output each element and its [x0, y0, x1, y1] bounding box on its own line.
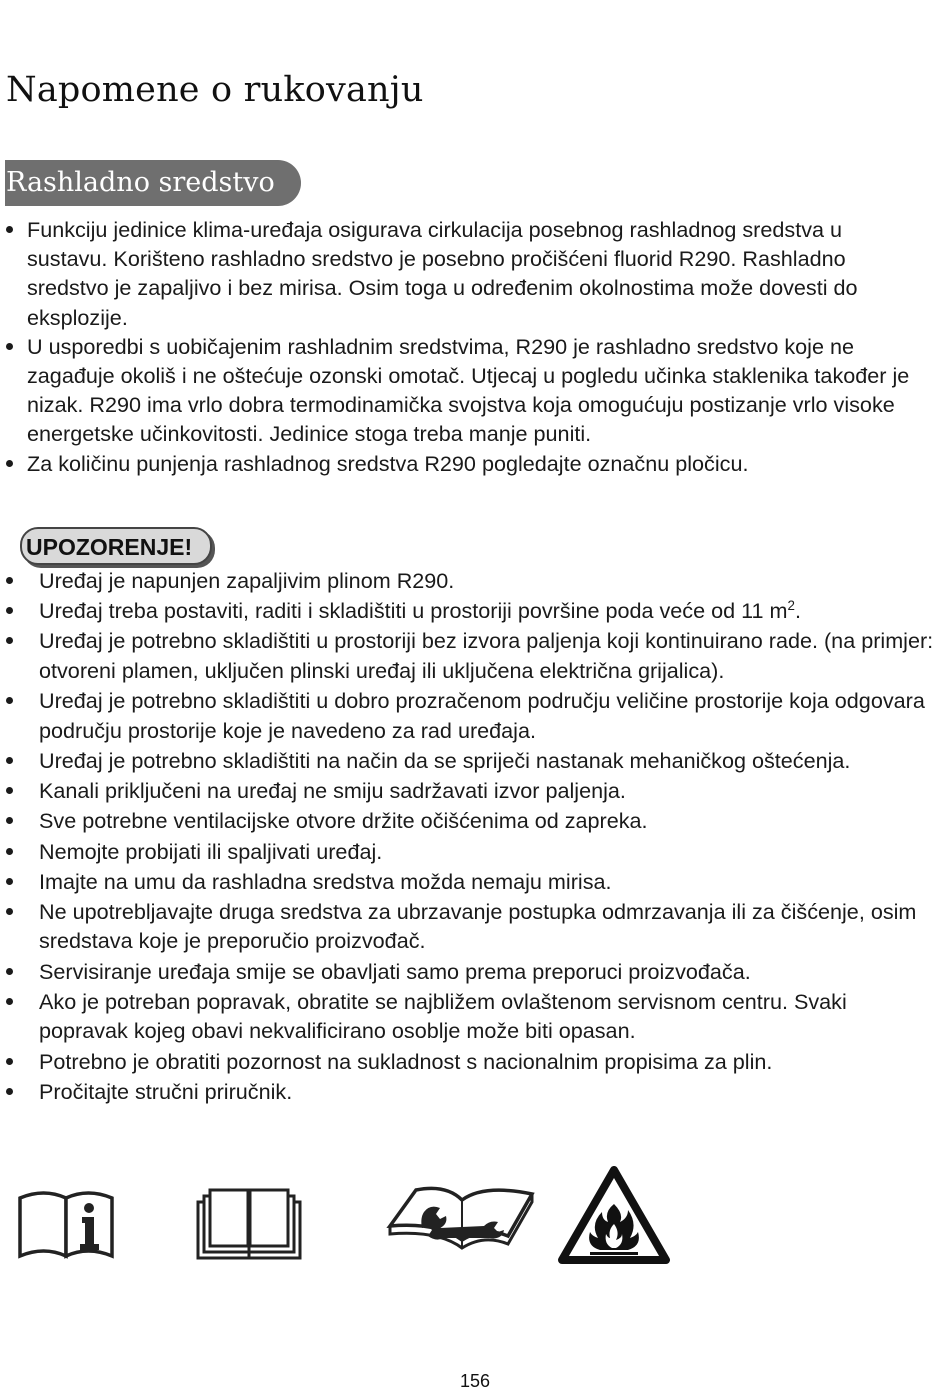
list-item: Ako je potreban popravak, obratite se najbližem ovlaštenom servisnom centru. Svaki popravak kojeg obavi nekvalificirano osoblje može biti opasan.	[0, 987, 940, 1046]
list-item: Uređaj je potrebno skladištiti na način da se spriječi nastanak mehaničkog oštećenja.	[0, 746, 940, 776]
bullet-icon	[6, 998, 13, 1005]
refrigerant-list	[0, 215, 920, 478]
list-item: Servisiranje uređaja smije se obavljati samo prema preporuci proizvođača.	[0, 957, 940, 987]
page-title: Napomene o rukovanju	[6, 70, 424, 110]
list-item: Pročitajte stručni priručnik.	[0, 1077, 940, 1107]
list-item: Nemojte probijati ili spaljivati uređaj.	[0, 837, 940, 867]
bullet-icon	[6, 607, 13, 614]
page-number: 156	[459, 1371, 491, 1391]
bullet-icon	[6, 343, 13, 350]
bullet-icon	[6, 908, 13, 915]
section-title: Rashladno sredstvo	[6, 167, 275, 198]
list-item: Sve potrebne ventilacijske otvore držite očišćenima od zapreka.	[0, 806, 940, 836]
manual-read-icon	[196, 1186, 302, 1260]
bullet-icon	[6, 577, 13, 584]
manual-info-icon	[16, 1186, 116, 1260]
warning-label: UPOZORENJE!	[26, 534, 193, 560]
service-manual-icon	[386, 1186, 536, 1260]
list-item: Funkciju jedinice klima-uređaja osigurava cirkulacija posebnog rashladnog sredstva u sustavu. Korišteno rashladno sredstvo je posebno pročišćeni fluorid R290. Rashladno sredstvo je zapaljivo i bez mirisa. Osim toga u određenim okolnostima može dovesti do eksplozije.	[0, 215, 920, 332]
list-item: Ne upotrebljavajte druga sredstva za ubrzavanje postupka odmrzavanja ili za čišćenje, osim sredstava koje je preporučio proizvođač.	[0, 897, 940, 956]
bullet-icon	[6, 637, 13, 644]
bullet-icon	[6, 757, 13, 764]
list-item: Imajte na umu da rashladna sredstva možda nemaju mirisa.	[0, 867, 940, 897]
flammable-warning-icon	[558, 1166, 670, 1264]
bullet-icon	[6, 878, 13, 885]
list-item: Uređaj je potrebno skladištiti u prostoriji bez izvora paljenja koji kontinuirano rade. (na primjer: otvoreni plamen, uključen plinski uređaj ili uključena električna grijalica).	[0, 626, 940, 685]
area-superscript: 2	[787, 598, 795, 613]
list-item: Za količinu punjenja rashladnog sredstva R290 pogledajte označnu pločicu.	[0, 449, 920, 478]
section-header	[5, 160, 301, 206]
bullet-icon	[6, 1058, 13, 1065]
warning-list	[0, 566, 940, 1107]
list-item: Uređaj je napunjen zapaljivim plinom R290.	[0, 566, 940, 596]
list-item: Kanali priključeni na uređaj ne smiju sadržavati izvor paljenja.	[0, 776, 940, 806]
list-item: Uređaj je potrebno skladištiti u dobro prozračenom području veličine prostorije koja odgovara području prostorije koje je navedeno za rad uređaja.	[0, 686, 940, 745]
bullet-icon	[6, 1088, 13, 1095]
bullet-icon	[6, 226, 13, 233]
bullet-icon	[6, 460, 13, 467]
warning-badge	[20, 527, 212, 565]
bullet-icon	[6, 787, 13, 794]
list-item: Potrebno je obratiti pozornost na sukladnost s nacionalnim propisima za plin.	[0, 1047, 940, 1077]
bullet-icon	[6, 817, 13, 824]
bullet-icon	[6, 968, 13, 975]
list-item: Uređaj treba postaviti, raditi i skladištiti u prostoriji površine poda veće od 11 $m^2$.	[0, 596, 940, 626]
bullet-icon	[6, 848, 13, 855]
list-item: U usporedbi s uobičajenim rashladnim sredstvima, R290 je rashladno sredstvo koje ne zagađuje okoliš i ne oštećuje ozonski omotač. Utjecaj u pogledu učinka staklenika također je nizak. R290 ima vrlo dobra termodinamička svojstva koja omogućuju postizanje vrlo visoke energetske učinkovitosti. Jedinice stoga treba manje puniti.	[0, 332, 920, 449]
bullet-icon	[6, 697, 13, 704]
